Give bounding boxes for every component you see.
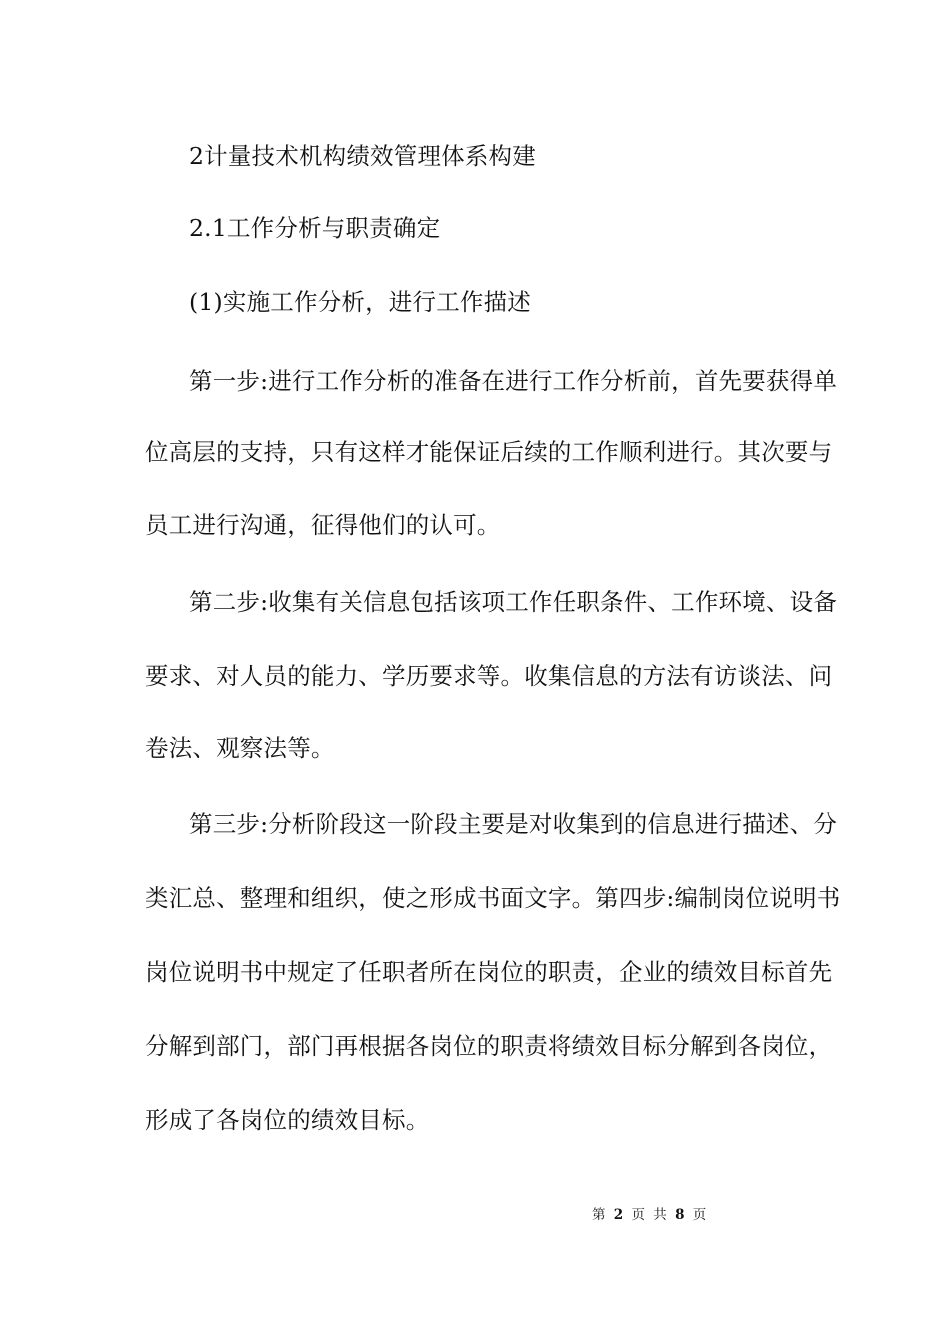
- section-heading: 2计量技术机构绩效管理体系构建: [189, 142, 536, 170]
- page-suffix: 页: [692, 1207, 709, 1223]
- paragraph-line: 第三步:分析阶段这一阶段主要是对收集到的信息进行描述、分: [189, 810, 838, 838]
- paragraph-line: 卷法、观察法等。: [145, 734, 335, 762]
- page-prefix: 第: [592, 1207, 608, 1223]
- paragraph-line: 要求、对人员的能力、学历要求等。收集信息的方法有访谈法、问: [145, 662, 833, 690]
- paragraph-line: 第一步:进行工作分析的准备在进行工作分析前，首先要获得单: [189, 367, 838, 395]
- item-heading: (1)实施工作分析，进行工作描述: [189, 288, 531, 316]
- page-number: [592, 1206, 708, 1224]
- paragraph-line: 形成了各岗位的绩效目标。: [145, 1106, 430, 1134]
- paragraph-line: 位高层的支持，只有这样才能保证后续的工作顺利进行。其次要与: [145, 438, 833, 466]
- paragraph-line: 分解到部门，部门再根据各岗位的职责将绩效目标分解到各岗位，: [145, 1032, 833, 1060]
- paragraph-line: 第二步:收集有关信息包括该项工作任职条件、工作环境、设备: [189, 588, 838, 616]
- page-middle: 页 共: [631, 1207, 669, 1223]
- subsection-heading: 2.1工作分析与职责确定: [189, 214, 441, 242]
- total-pages-number: 8: [675, 1207, 687, 1223]
- current-page-number: 2: [613, 1207, 626, 1223]
- paragraph-line: 岗位说明书中规定了任职者所在岗位的职责，企业的绩效目标首先: [145, 958, 833, 986]
- paragraph-line: 员工进行沟通，征得他们的认可。: [145, 511, 501, 539]
- paragraph-line: 类汇总、整理和组织，使之形成书面文字。第四步:编制岗位说明书: [145, 884, 841, 912]
